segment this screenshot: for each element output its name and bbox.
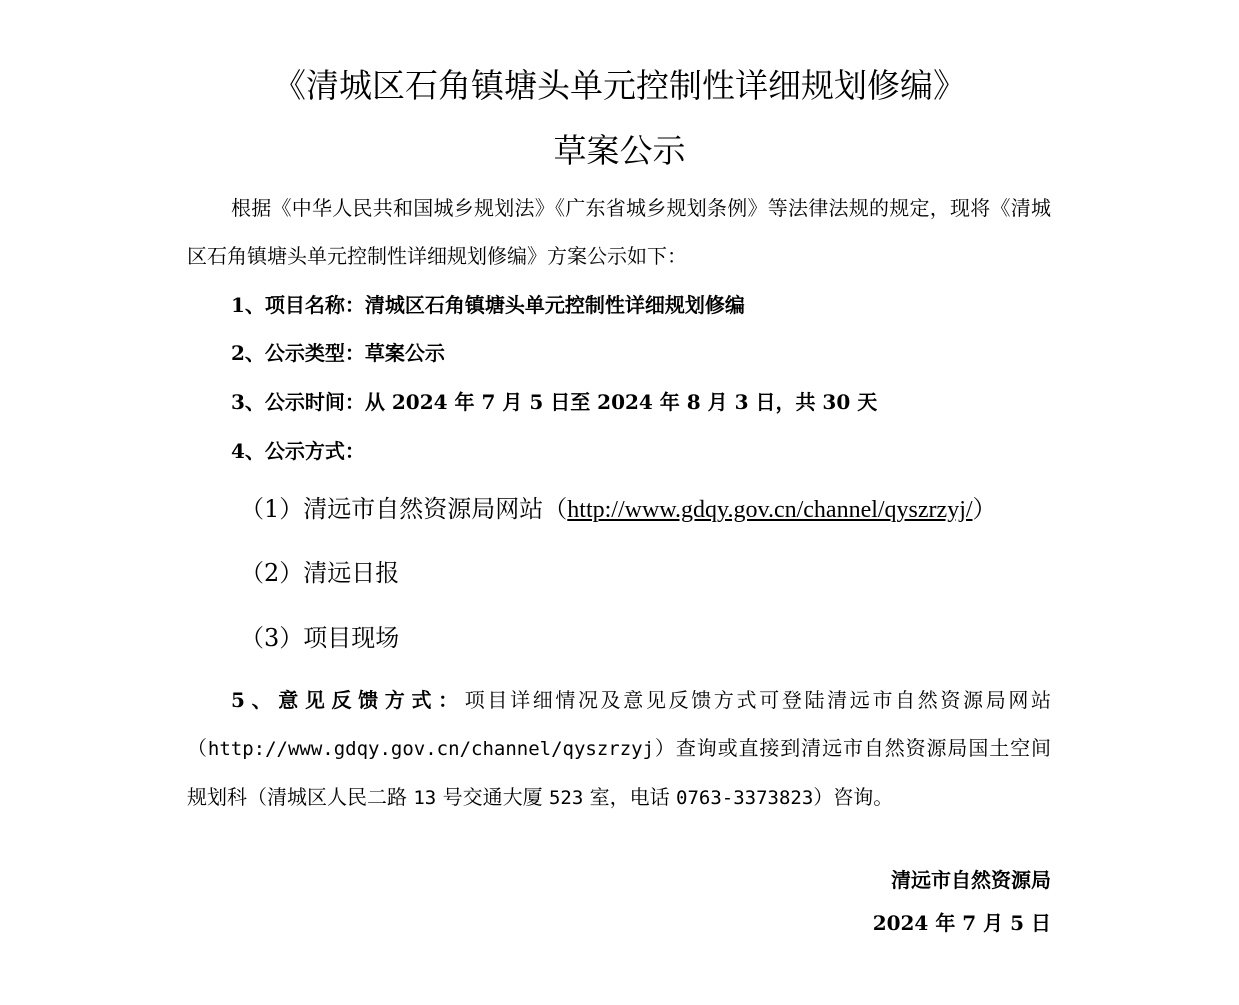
item-announcement-period: [231, 387, 877, 417]
document-subtitle: 草案公示: [553, 131, 686, 170]
item-value: 清城区石角镇塘头单元控制性详细规划修编: [364, 293, 745, 317]
item-label: 1、项目名称：: [231, 293, 365, 317]
method-website-suffix: ）: [972, 495, 997, 523]
item-value: 从 2024 年 7 月 5 日至 2024 年 8 月 3 日，共 30 天: [364, 390, 878, 414]
item-announcement-methods: [231, 436, 365, 466]
signature-organization: 清远市自然资源局: [891, 868, 1051, 892]
signature-date: 2024 年 7 月 5 日: [872, 911, 1051, 935]
room-number: 523: [548, 787, 584, 809]
feedback-text: 项目详细情况及意见反馈方式可登陆清远市自然资源局网站（: [187, 688, 1051, 760]
method-site: （3）项目现场: [240, 624, 400, 652]
feedback-text: ）咨询。: [813, 785, 894, 809]
feedback-paragraph: [187, 676, 1051, 822]
building-number: 13: [413, 787, 437, 809]
feedback-url: http://www.gdqy.gov.cn/channel/qyszrzyj: [207, 738, 655, 760]
method-website-prefix: （1）清远市自然资源局网站（: [240, 495, 568, 523]
item-value: 草案公示: [364, 341, 445, 365]
item-announcement-type: [231, 338, 445, 368]
document-title: 《清城区石角镇塘头单元控制性详细规划修编》: [273, 66, 966, 105]
phone-number: 0763-3373823: [676, 787, 814, 809]
item-label: 3、公示时间：: [231, 390, 365, 414]
website-link[interactable]: http://www.gdqy.gov.cn/channel/qyszrzyj/: [567, 497, 973, 523]
item-project-name: [231, 290, 745, 320]
method-website: [240, 492, 997, 527]
item-label: 2、公示类型：: [231, 341, 365, 365]
feedback-label: 5、意见反馈方式：: [231, 688, 465, 712]
feedback-text: ）查询或直接到清远市自然资源局国土空间规划科（清城区人民二路: [187, 736, 1052, 809]
feedback-text: 号交通大厦: [436, 785, 549, 809]
feedback-text: 室，电话: [583, 785, 677, 809]
method-newspaper: （2）清远日报: [240, 559, 400, 587]
item-label: 4、公示方式：: [231, 439, 365, 463]
intro-paragraph: 根据《中华人民共和国城乡规划法》《广东省城乡规划条例》等法律法规的规定，现将《清城区石角镇塘头单元控制性详细规划修编》方案公示如下：: [187, 196, 1051, 268]
